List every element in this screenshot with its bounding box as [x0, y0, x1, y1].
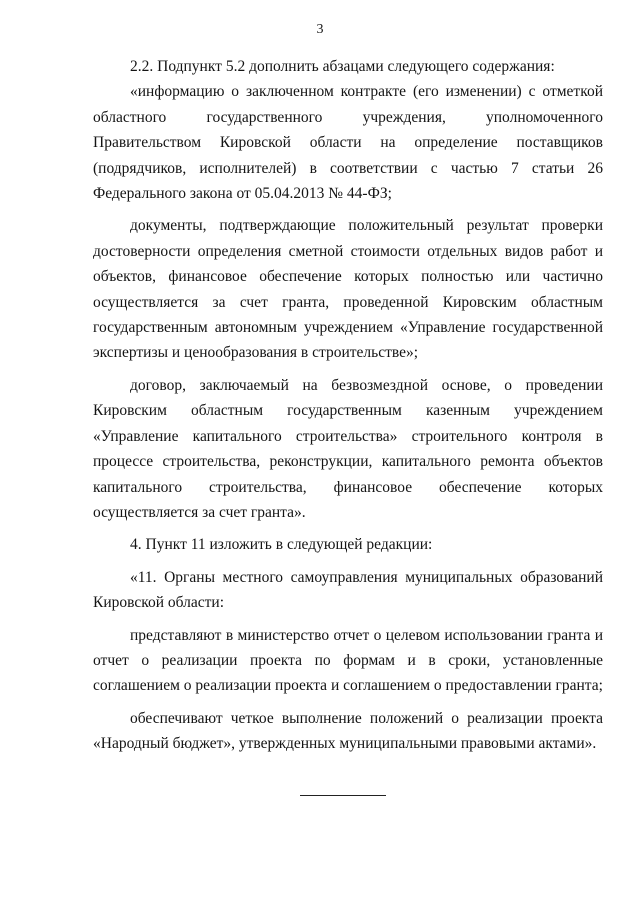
paragraph-clause-11: «11. Органы местного самоуправления муниципальных образований Кировской области: [93, 568, 603, 612]
paragraph-clause-4: 4. Пункт 11 изложить в следующей редакции: [130, 536, 433, 554]
paragraph-budget-compliance: обеспечивают четкое выполнение положений о реализации проекта «Народный бюджет», утвержденных муниципальными правовыми актами». [93, 709, 603, 753]
page-number: 3 [316, 22, 324, 37]
paragraph-subclause-2-2: 2.2. Подпункт 5.2 дополнить абзацами следующего содержания: [130, 58, 555, 75]
paragraph-report-submission: представляют в министерство отчет о целевом использовании гранта и отчет о реализации проекта по формам и в сроки, установленные соглашением о реализации проекта и соглашением о предоставлении гранта; [93, 626, 603, 695]
paragraph-contract-info: «информацию о заключенном контракте (его изменении) с отметкой областного государственного учреждения, уполномоченного Правительством Кировской области на определение поставщиков (подрядчиков, исполнителей) в соответствии с частью 7 статьи 26 Федерального закона от 05.04.2013 № 44-ФЗ; [93, 83, 603, 203]
paragraph-construction-control: договор, заключаемый на безвозмездной основе, о проведении Кировским областным государственным казенным учреждением «Управление капитального строительства» строительного контроля в процессе строительства, реконструкции, капитального ремонта объектов капитального строительства, финансовое обеспечение которых осуществляется за счет гранта». [93, 376, 603, 521]
closing-rule [300, 795, 386, 796]
paragraph-cost-verification: документы, подтверждающие положительный результат проверки достоверности определения сметной стоимости отдельных видов работ и объектов, финансовое обеспечение которых полностью или частично осуществляется за счет гранта, проведенной Кировским областным государственным автономным учреждением «Управление государственной экспертизы и ценообразования в строительстве»; [93, 217, 603, 362]
document-body [93, 54, 603, 757]
